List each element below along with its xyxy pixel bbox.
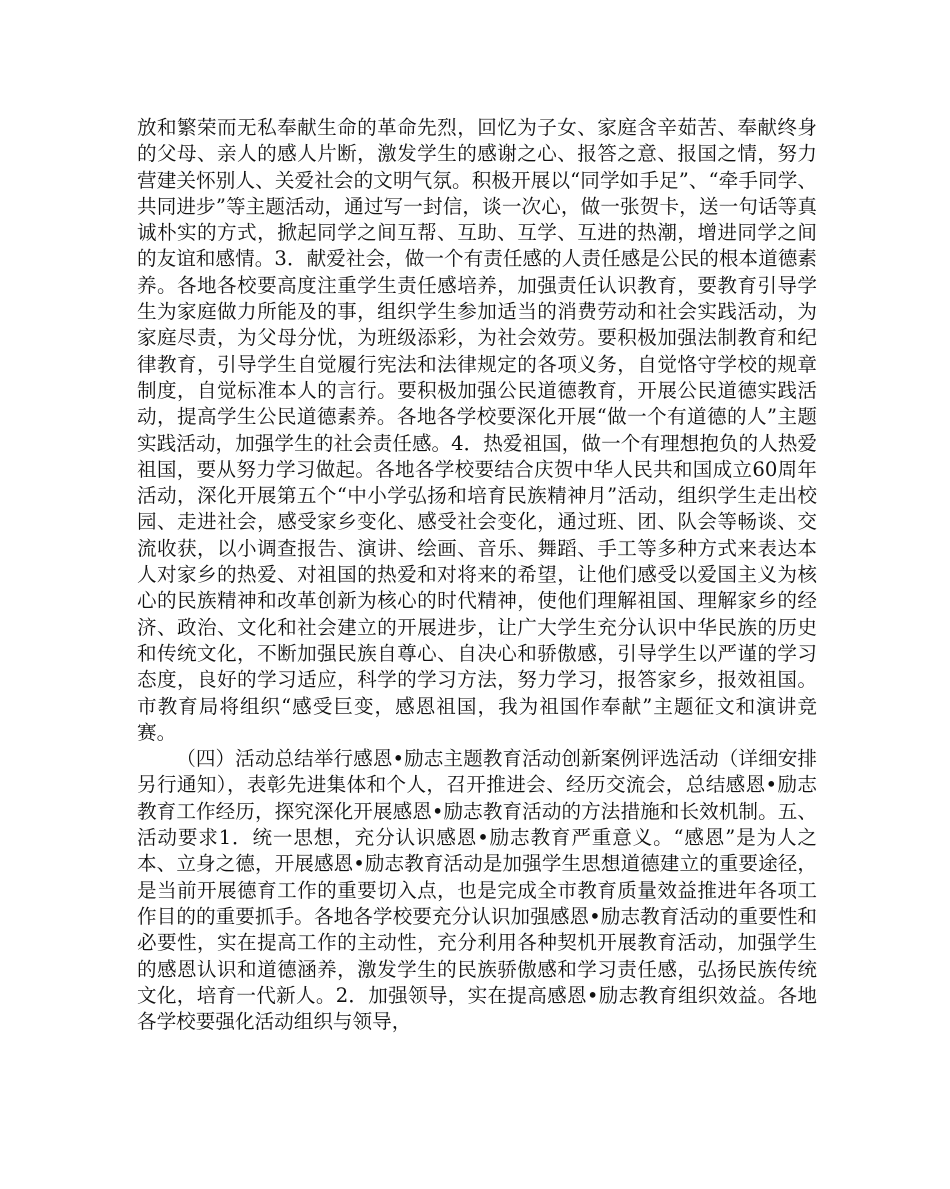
body-paragraph-1: 放和繁荣而无私奉献生命的革命先烈，回忆为子女、家庭含辛茹苦、奉献终身的父母、亲人的感人片断，激发学生的感谢之心、报答之意、报国之情，努力营建关怀别人、关爱社会的文明气氛。积极开展以“同学如手足”、“牵手同学、共同进步”等主题活动，通过写一封信，谈一次心，做一张贺卡，送一句话等真诚朴实的方式，掀起同学之间互帮、互助、互学、互进的热潮，增进同学之间的友谊和感情。3．献爱社会，做一个有责任感的人责任感是公民的根本道德素养。各地各校要高度注重学生责任感培养，加强责任认识教育，要教育引导学生为家庭做力所能及的事，组织学生参加适当的消费劳动和社会实践活动，为家庭尽责，为父母分忧，为班级添彩，为社会效劳。要积极加强法制教育和纪律教育，引导学生自觉履行宪法和法律规定的各项义务，自觉恪守学校的规章制度，自觉标准本人的言行。要积极加强公民道德教育，开展公民道德实践活动，提高学生公民道德素养。各地各学校要深化开展“做一个有道德的人”主题实践活动，加强学生的社会责任感。4．热爱祖国，做一个有理想抱负的人热爱祖国，要从努力学习做起。各地各学校要结合庆贺中华人民共和国成立60周年活动，深化开展第五个“中小学弘扬和培育民族精神月”活动，组织学生走出校园、走进社会，感受家乡变化、感受社会变化，通过班、团、队会等畅谈、交流收获，以小调查报告、演讲、绘画、音乐、舞蹈、手工等多种方式来表达本人对家乡的热爱、对祖国的热爱和对将来的希望，让他们感受以爱国主义为核心的民族精神和改革创新为核心的时代精神，使他们理解祖国、理解家乡的经济、政治、文化和社会建立的开展进步，让广大学生充分认识中华民族的历史和传统文化，不断加强民族自尊心、自决心和骄傲感，引导学生以严谨的学习态度，良好的学习适应，科学的学习方法，努力学习，报答家乡，报效祖国。市教育局将组织“感受巨变，感恩祖国，我为祖国作奉献”主题征文和演讲竞赛。 <box>137 116 817 744</box>
document-page <box>137 115 817 1035</box>
body-paragraph-2: （四）活动总结举行感恩•励志主题教育活动创新案例评选活动（详细安排另行通知），表彰先进集体和个人，召开推进会、经历交流会，总结感恩•励志教育工作经历，探究深化开展感恩•励志教育活动的方法措施和长效机制。五、活动要求1．统一思想，充分认识感恩•励志教育严重意义。“感恩”是为人之本、立身之德，开展感恩•励志教育活动是加强学生思想道德建立的重要途径，是当前开展德育工作的重要切入点，也是完成全市教育质量效益推进年各项工作目的的重要抓手。各地各学校要充分认识加强感恩•励志教育活动的重要性和必要性，实在提高工作的主动性，充分利用各种契机开展教育活动，加强学生的感恩认识和道德涵养，激发学生的民族骄傲感和学习责任感，弘扬民族传统文化，培育一代新人。2．加强领导，实在提高感恩•励志教育组织效益。各地各学校要强化活动组织与领导， <box>137 747 817 1034</box>
